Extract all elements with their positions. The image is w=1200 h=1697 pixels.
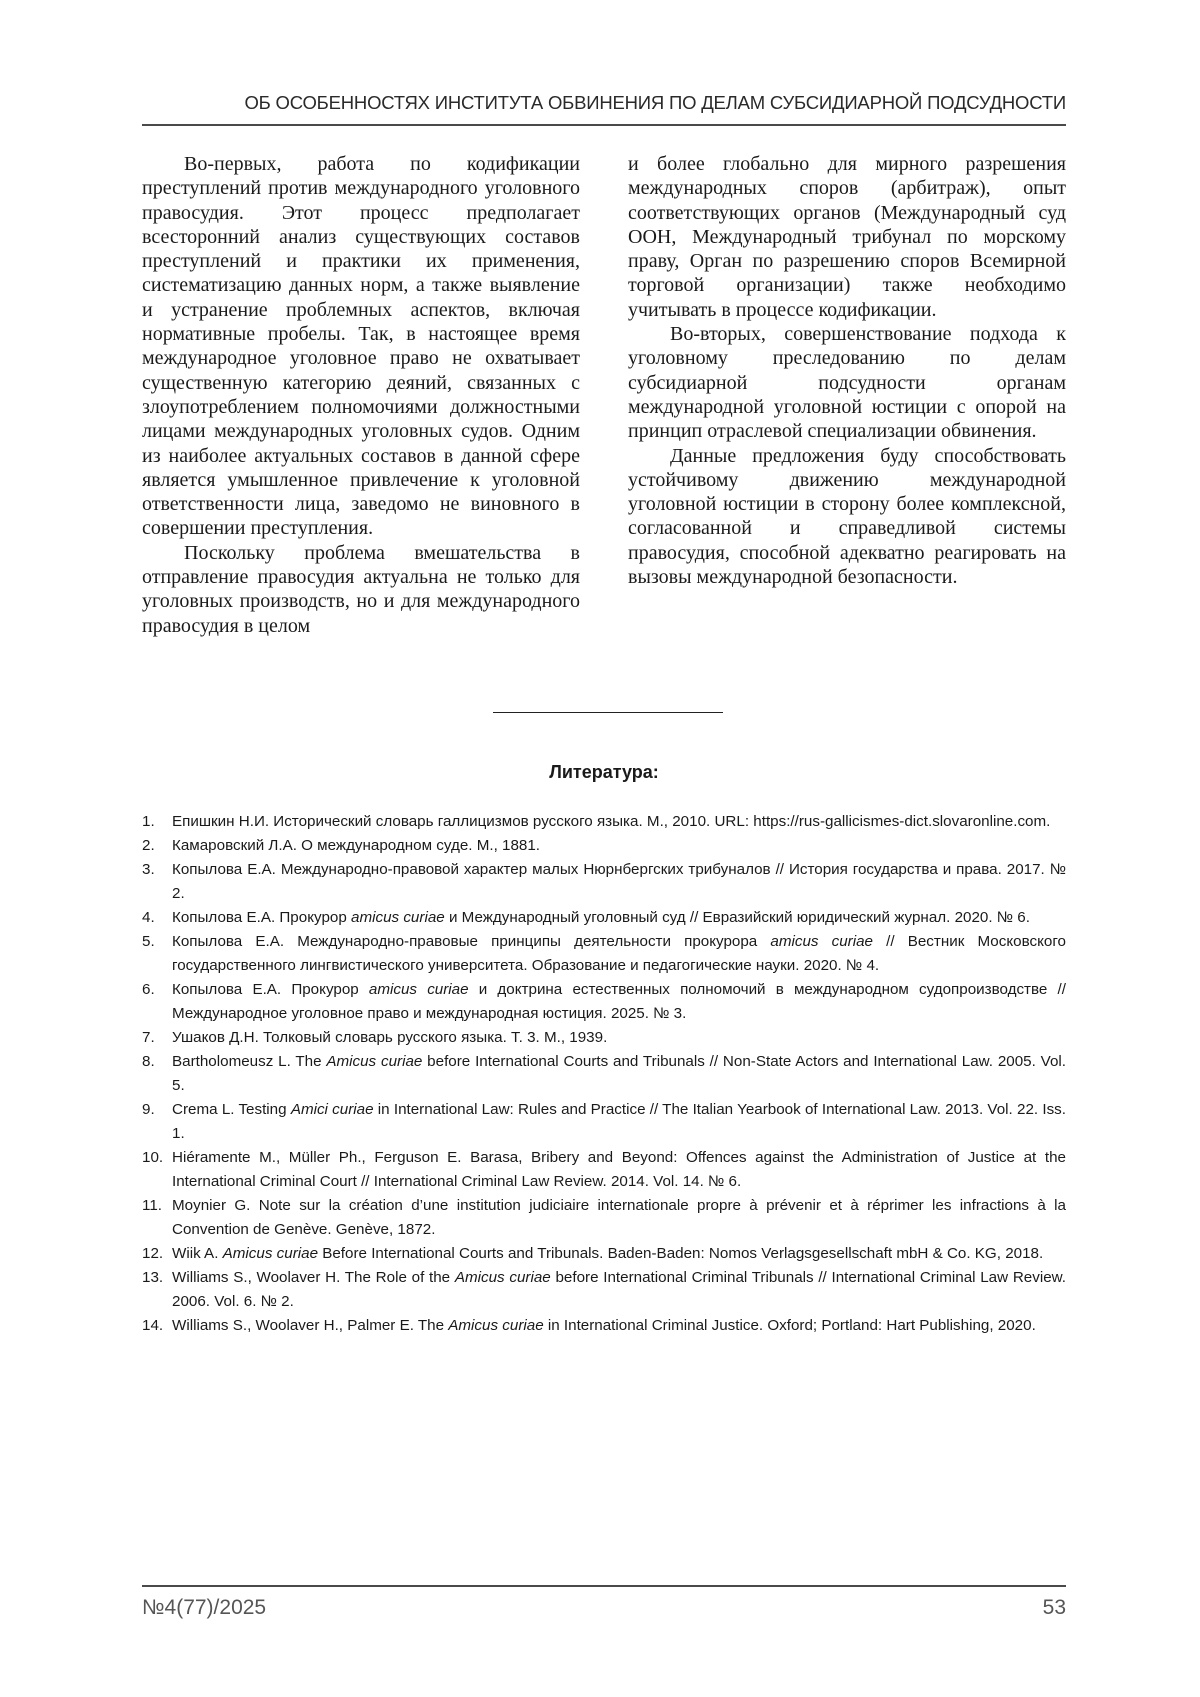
reference-text xyxy=(172,834,1066,858)
reference-text-part: Bartholomeusz L. The xyxy=(172,1053,327,1070)
reference-text-part: before International Criminal Tribunals // International Criminal Law Review. 2006. Vol. 6. № 2. xyxy=(172,1269,1066,1310)
reference-text xyxy=(172,1146,1066,1194)
reference-number: 14. xyxy=(142,1317,164,1334)
reference-text xyxy=(172,1266,1066,1314)
reference-text-part: Williams S., Woolaver H. The Role of the xyxy=(172,1269,455,1286)
reference-italic-part: Amicus curiae xyxy=(326,1053,423,1070)
paragraph: Данные предложения буду способствовать устойчивому движению международной уголовной юстиции в сторону более комплексной, согласованной и справедливой системы правосудия, способной адекватно реагировать на вызовы международной безопасности. xyxy=(628,444,1066,589)
reference-number: 1. xyxy=(142,813,155,830)
reference-item xyxy=(142,810,1066,834)
reference-item xyxy=(142,1242,1066,1266)
reference-number: 13. xyxy=(142,1269,164,1286)
reference-text-part: Hiéramente M., Müller Ph., Ferguson E. Barasa, Bribery and Beyond: Offences against the Administration of Justice at the International Criminal Court // International Criminal Law Review. 2014. Vol. 14. № 6. xyxy=(172,1149,1066,1190)
paragraph: и более глобально для мирного разрешения международных споров (арбитраж), опыт соответствующих органов (Международный суд ООН, Международный трибунал по морскому праву, Орган по разрешению споров Всемирной торговой организации) также необходимо учитывать в процессе кодификации. xyxy=(628,153,1066,321)
reference-text-part: Копылова Е.А. Международно-правовой характер малых Нюрнбергских трибуналов // История государства и права. 2017. № 2. xyxy=(172,861,1066,902)
reference-text-part: Wiik A. xyxy=(172,1245,223,1262)
reference-text-part: Ушаков Д.Н. Толковый словарь русского языка. Т. 3. М., 1939. xyxy=(172,1029,608,1046)
reference-text xyxy=(172,978,1066,1026)
reference-item xyxy=(142,978,1066,1026)
reference-item xyxy=(142,1146,1066,1194)
reference-item xyxy=(142,906,1066,930)
reference-text xyxy=(172,1314,1066,1338)
reference-number: 11. xyxy=(142,1197,162,1214)
reference-text xyxy=(172,1026,1066,1050)
reference-number: 4. xyxy=(142,909,155,926)
reference-text-part: Williams S., Woolaver H., Palmer E. The xyxy=(172,1317,449,1334)
reference-number: 7. xyxy=(142,1029,155,1046)
reference-italic-part: amicus curiae xyxy=(770,933,873,950)
references-title: Литература: xyxy=(549,762,659,782)
reference-item xyxy=(142,1026,1066,1050)
reference-item xyxy=(142,858,1066,906)
reference-number: 6. xyxy=(142,981,155,998)
reference-italic-part: Amicus curiae xyxy=(454,1269,551,1286)
header-divider xyxy=(142,124,1066,126)
right-column xyxy=(628,152,1066,638)
reference-text-part: in International Criminal Justice. Oxford; Portland: Hart Publishing, 2020. xyxy=(543,1317,1036,1334)
reference-text-part: и доктрина естественных полномочий в международном судопроизводстве // Международное уголовное право и международная юстиция. 2025. № 3. xyxy=(172,981,1066,1022)
journal-issue: №4(77)/2025 xyxy=(142,1596,267,1619)
reference-number: 5. xyxy=(142,933,155,950)
reference-item xyxy=(142,1314,1066,1338)
reference-item xyxy=(142,1266,1066,1314)
reference-text xyxy=(172,1098,1066,1146)
reference-text-part: before International Courts and Tribunals // Non-State Actors and International Law. 2005. Vol. 5. xyxy=(172,1053,1066,1094)
reference-number: 2. xyxy=(142,837,155,854)
reference-text-part: Копылова Е.А. Международно-правовые принципы деятельности прокурора xyxy=(172,933,771,950)
footer-divider xyxy=(142,1585,1066,1587)
reference-text-part: Копылова Е.А. Прокурор xyxy=(172,981,369,998)
article-body xyxy=(142,152,1066,638)
section-divider xyxy=(493,712,723,713)
paragraph: Поскольку проблема вмешательства в отправление правосудия актуальна не только для уголовных производств, но и для международного правосудия в целом xyxy=(142,541,580,637)
reference-italic-part: Amicus curiae xyxy=(222,1245,319,1262)
reference-item xyxy=(142,834,1066,858)
reference-italic-part: amicus curiae xyxy=(368,981,469,998)
reference-text-part: и Международный уголовный суд // Евразийский юридический журнал. 2020. № 6. xyxy=(444,909,1030,926)
reference-text-part: Crema L. Testing xyxy=(172,1101,291,1118)
reference-item xyxy=(142,1194,1066,1242)
reference-text-part: Moynier G. Note sur la création d’une institution judiciaire internationale propre à prévenir et à réprimer les infractions à la Convention de Genève. Genève, 1872. xyxy=(172,1197,1066,1238)
paragraph: Во-вторых, совершенствование подхода к уголовному преследованию по делам субсидиарной подсудности органам международной уголовной юстиции с опорой на принцип отраслевой специализации обвинения. xyxy=(628,323,1066,443)
reference-text xyxy=(172,1194,1066,1242)
reference-text xyxy=(172,810,1066,834)
reference-number: 9. xyxy=(142,1101,155,1118)
page-number: 53 xyxy=(1042,1596,1066,1619)
running-head: ОБ ОСОБЕННОСТЯХ ИНСТИТУТА ОБВИНЕНИЯ ПО ДЕЛАМ СУБСИДИАРНОЙ ПОДСУДНОСТИ xyxy=(244,92,1066,113)
reference-text xyxy=(172,858,1066,906)
reference-number: 8. xyxy=(142,1053,155,1070)
reference-text-part: Копылова Е.А. Прокурор xyxy=(172,909,352,926)
reference-text xyxy=(172,1050,1066,1098)
reference-italic-part: Amici curiae xyxy=(290,1101,374,1118)
reference-text xyxy=(172,1242,1066,1266)
reference-number: 3. xyxy=(142,861,155,878)
reference-number: 10. xyxy=(142,1149,164,1166)
reference-text-part: Камаровский Л.А. О международном суде. М., 1881. xyxy=(172,837,541,854)
reference-number: 12. xyxy=(142,1245,164,1262)
reference-italic-part: Amicus curiae xyxy=(448,1317,544,1334)
reference-item xyxy=(142,1098,1066,1146)
references-list xyxy=(142,810,1066,1338)
reference-text xyxy=(172,906,1066,930)
reference-text-part: Before International Courts and Tribunals. Baden-Baden: Nomos Verlagsgesellschaft mbH & Co. KG, 2018. xyxy=(318,1245,1044,1262)
reference-text-part: in International Law: Rules and Practice // The Italian Yearbook of International Law. 2013. Vol. 22. Iss. 1. xyxy=(172,1101,1066,1142)
reference-text-part: Епишкин Н.И. Исторический словарь галлицизмов русского языка. М., 2010. URL: https://rus-gallicismes-dict.slovaronline.com. xyxy=(172,813,1051,830)
reference-text xyxy=(172,930,1066,978)
left-column xyxy=(142,152,580,638)
reference-item xyxy=(142,930,1066,978)
reference-italic-part: amicus curiae xyxy=(351,909,445,926)
reference-item xyxy=(142,1050,1066,1098)
paragraph: Во-первых, работа по кодификации преступлений против международного уголовного правосудия. Этот процесс предполагает всесторонний анализ существующих составов преступлений и практики их применения, систематизацию данных норм, а также выявление и устранение проблемных аспектов, включая нормативные пробелы. Так, в настоящее время международное уголовное право не охватывает существенную категорию деяний, связанных с злоупотреблением полномочиями должностными лицами международных уголовных судов. Одним из наиболее актуальных составов в данной сфере является умышленное привлечение к уголовной ответственности лица, заведомо не виновного в совершении преступления. xyxy=(142,153,580,540)
reference-text-part: // Вестник Московского государственного лингвистического университета. Образование и педагогические науки. 2020. № 4. xyxy=(172,933,1066,974)
